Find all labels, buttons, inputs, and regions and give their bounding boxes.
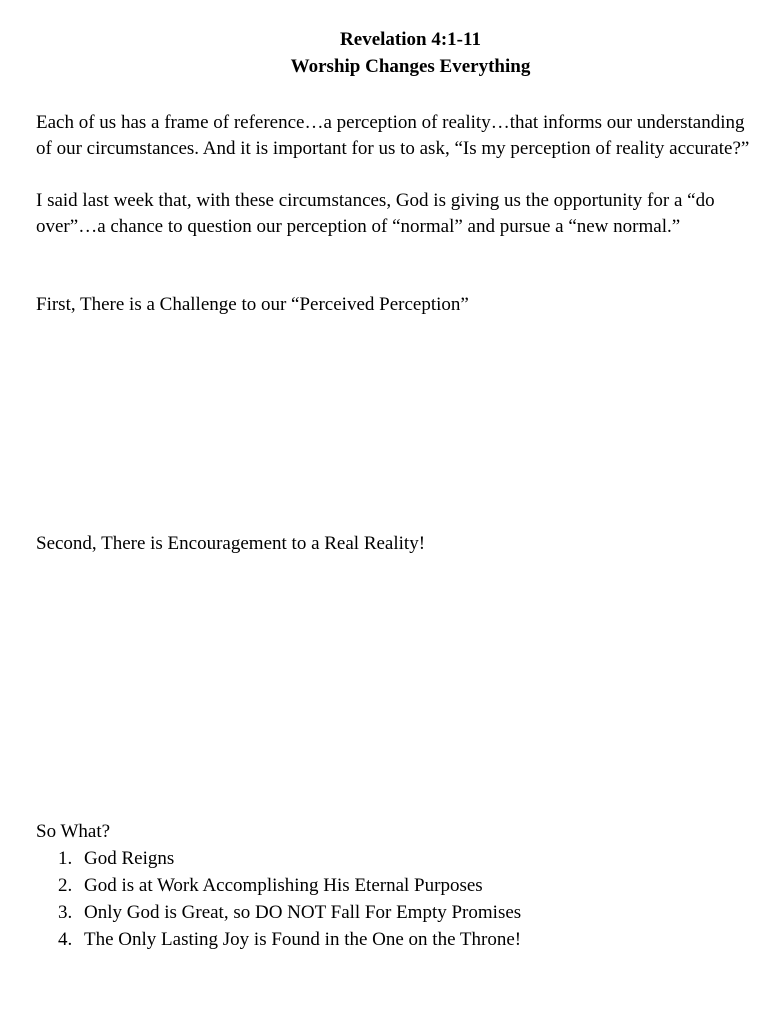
point-second-heading: Second, There is Encouragement to a Real Reality! bbox=[36, 533, 426, 554]
last-week-paragraph: I said last week that, with these circumstances, God is giving us the opportunity for a “do over”…a chance to question our perception of “normal” and pursue a “new normal.” bbox=[36, 190, 715, 237]
list-item-text: God is at Work Accomplishing His Eternal Purposes bbox=[84, 875, 483, 896]
list-item-number: 1. bbox=[58, 848, 73, 869]
list-item-text: Only God is Great, so DO NOT Fall For Empty Promises bbox=[84, 902, 522, 923]
list-item-text: The Only Lasting Joy is Found in the One on the Throne! bbox=[84, 929, 522, 950]
list-item-number: 2. bbox=[58, 875, 73, 896]
so-what-list bbox=[36, 845, 756, 953]
intro-paragraph: Each of us has a frame of reference…a perception of reality…that informs our understanding of our circumstances. And it is important for us to ask, “Is my perception of reality accurate?” bbox=[36, 112, 750, 159]
list-item-number: 4. bbox=[58, 929, 73, 950]
list-item bbox=[36, 845, 756, 872]
list-item-number: 3. bbox=[58, 902, 73, 923]
so-what-heading: So What? bbox=[36, 821, 111, 842]
document-title: Revelation 4:1-11 bbox=[340, 29, 481, 50]
list-item bbox=[36, 899, 756, 926]
point-first-heading: First, There is a Challenge to our “Perceived Perception” bbox=[36, 294, 469, 315]
document-subtitle: Worship Changes Everything bbox=[290, 56, 531, 77]
list-item-text: God Reigns bbox=[84, 848, 175, 869]
list-item bbox=[36, 926, 756, 953]
list-item bbox=[36, 872, 756, 899]
